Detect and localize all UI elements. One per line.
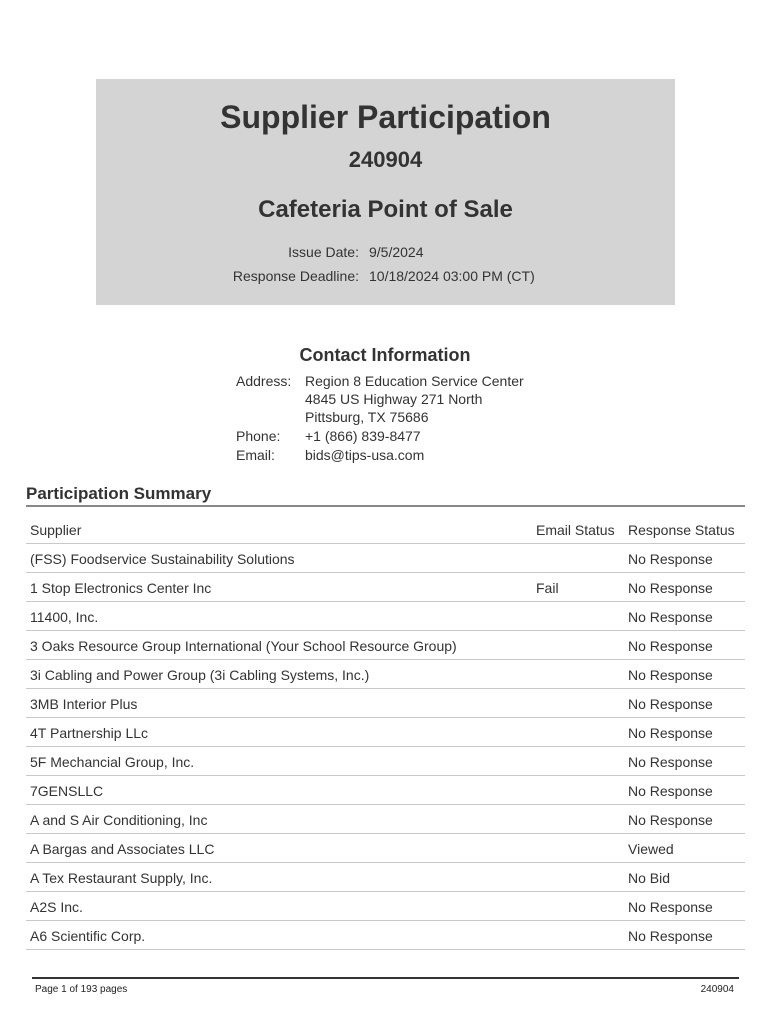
supplier-cell: 11400, Inc. <box>30 609 99 625</box>
bid-name: Cafeteria Point of Sale <box>258 196 513 223</box>
table-row <box>26 892 745 921</box>
participation-table <box>26 515 745 950</box>
response-status-cell: No Response <box>628 783 713 799</box>
contact-title: Contact Information <box>299 345 471 365</box>
issue-date-label: Issue Date: <box>288 244 359 260</box>
summary-title: Participation Summary <box>26 484 212 503</box>
column-header-supplier: Supplier <box>30 522 82 538</box>
response-status-cell: No Response <box>628 928 713 944</box>
deadline-label: Response Deadline: <box>232 268 359 284</box>
supplier-cell: A6 Scientific Corp. <box>30 928 146 944</box>
table-row <box>26 863 745 892</box>
supplier-cell: (FSS) Foodservice Sustainability Solutions <box>30 551 295 567</box>
response-status-cell: Viewed <box>628 841 674 857</box>
supplier-cell: 3 Oaks Resource Group International (Your School Resource Group) <box>30 638 457 654</box>
table-row <box>26 573 745 602</box>
table-row <box>26 776 745 805</box>
supplier-cell: A Tex Restaurant Supply, Inc. <box>30 870 213 886</box>
response-status-cell: No Response <box>628 696 713 712</box>
column-header-response-status: Response Status <box>628 522 735 538</box>
response-status-cell: No Response <box>628 609 713 625</box>
email-status-cell: Fail <box>536 580 559 596</box>
table-row <box>26 544 745 573</box>
table-row <box>26 602 745 631</box>
bid-number: 240904 <box>348 147 423 172</box>
table-row <box>26 921 745 950</box>
phone-label: Phone: <box>236 428 281 444</box>
address-line-3: Pittsburg, TX 75686 <box>305 409 429 425</box>
table-header-row <box>26 515 745 544</box>
issue-date-value: 9/5/2024 <box>369 244 424 260</box>
deadline-value: 10/18/2024 03:00 PM (CT) <box>369 268 535 284</box>
supplier-cell: 1 Stop Electronics Center Inc <box>30 580 212 596</box>
email-value: bids@tips-usa.com <box>305 447 425 463</box>
table-row <box>26 718 745 747</box>
address-line-2: 4845 US Highway 271 North <box>305 391 483 407</box>
deadline-row <box>96 268 675 288</box>
footer-divider <box>32 977 739 979</box>
response-status-cell: No Response <box>628 580 713 596</box>
response-status-cell: No Response <box>628 725 713 741</box>
supplier-cell: 3i Cabling and Power Group (3i Cabling Systems, Inc.) <box>30 667 370 683</box>
supplier-cell: A and S Air Conditioning, Inc <box>30 812 208 828</box>
response-status-cell: No Response <box>628 899 713 915</box>
supplier-cell: 4T Partnership LLc <box>30 725 149 741</box>
supplier-cell: 7GENSLLC <box>30 783 104 799</box>
supplier-cell: A2S Inc. <box>30 899 83 915</box>
issue-date-row <box>96 244 675 264</box>
address-line-1: Region 8 Education Service Center <box>305 373 524 389</box>
header-box <box>96 79 675 305</box>
supplier-cell: 3MB Interior Plus <box>30 696 138 712</box>
page-info: Page 1 of 193 pages <box>35 984 128 995</box>
table-row <box>26 834 745 863</box>
phone-value: +1 (866) 839-8477 <box>305 428 421 444</box>
footer-bid-number: 240904 <box>700 984 734 995</box>
page-title: Supplier Participation <box>220 99 551 135</box>
supplier-cell: 5F Mechancial Group, Inc. <box>30 754 195 770</box>
table-row <box>26 631 745 660</box>
response-status-cell: No Response <box>628 551 713 567</box>
response-status-cell: No Response <box>628 754 713 770</box>
table-row <box>26 805 745 834</box>
response-status-cell: No Response <box>628 667 713 683</box>
response-status-cell: No Response <box>628 638 713 654</box>
summary-divider <box>26 505 745 507</box>
table-row <box>26 747 745 776</box>
table-row <box>26 689 745 718</box>
supplier-cell: A Bargas and Associates LLC <box>30 841 215 857</box>
table-body <box>26 544 745 950</box>
table-row <box>26 660 745 689</box>
column-header-email-status: Email Status <box>536 522 615 538</box>
response-status-cell: No Response <box>628 812 713 828</box>
address-label: Address: <box>236 373 292 389</box>
email-label: Email: <box>236 447 275 463</box>
response-status-cell: No Bid <box>628 870 671 886</box>
